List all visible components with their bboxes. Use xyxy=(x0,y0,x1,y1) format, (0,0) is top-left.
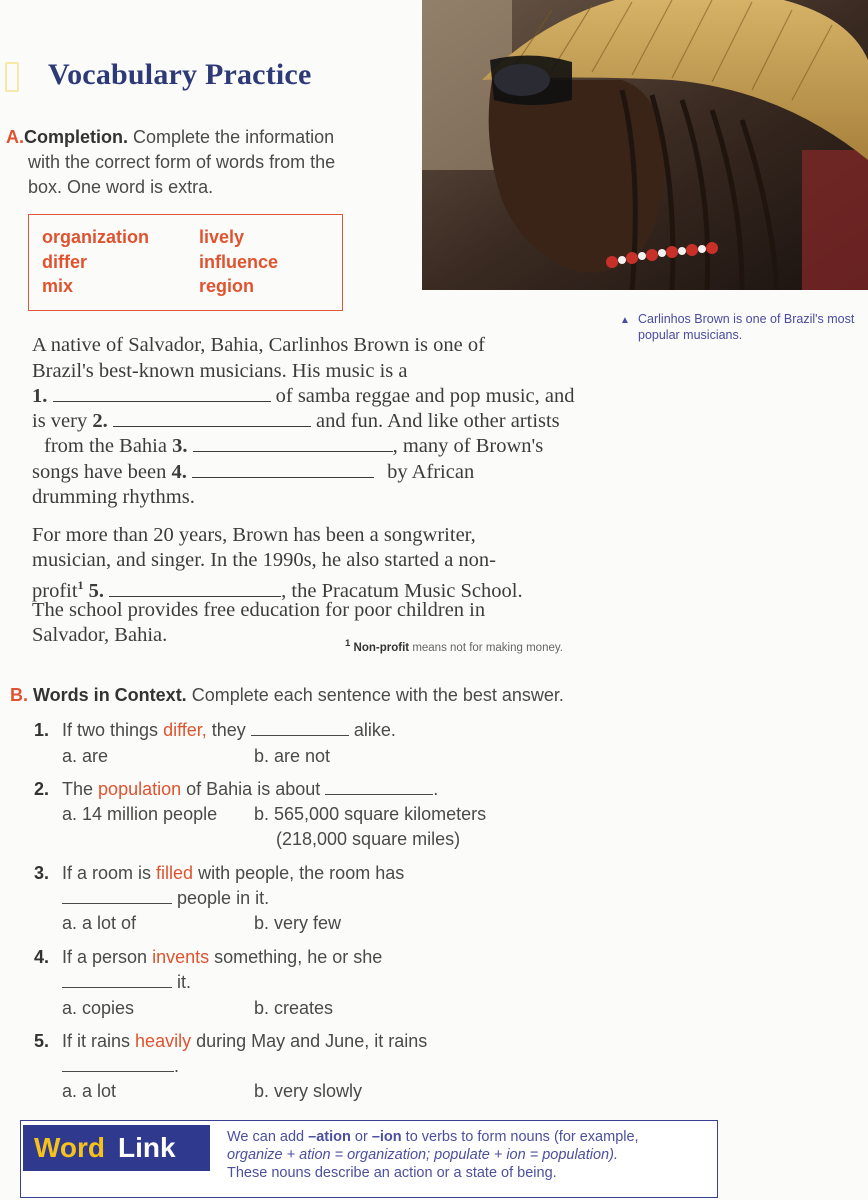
section-a-instructions xyxy=(6,125,386,200)
answer-blank-4[interactable] xyxy=(192,460,374,478)
question-5 xyxy=(34,1029,427,1054)
passage-line xyxy=(32,383,575,409)
answer-blank-1[interactable] xyxy=(53,384,271,402)
word-box-item: organization xyxy=(42,227,149,247)
blank-number: 5. xyxy=(88,579,105,602)
question-text: with people, the room has xyxy=(198,863,405,883)
section-a-letter: A. xyxy=(6,127,24,147)
title-marker xyxy=(5,62,19,92)
option-a[interactable]: a. a lot of xyxy=(62,913,137,933)
question-number: 4. xyxy=(34,947,50,967)
word-link-link: Link xyxy=(118,1132,176,1163)
answer-blank[interactable] xyxy=(62,888,172,904)
question-text: If it rains xyxy=(62,1031,131,1051)
passage-text: , the Pracatum Music School. xyxy=(281,579,523,602)
photo-illustration xyxy=(422,0,868,290)
section-a-instruction-3: box. One word is extra. xyxy=(28,177,214,197)
footnote-term: Non-profit xyxy=(353,641,410,654)
question-number: 1. xyxy=(34,720,50,740)
word-link-word: Word xyxy=(34,1132,106,1163)
passage-line: For more than 20 years, Brown has been a songwriter, xyxy=(32,524,476,546)
question-number: 5. xyxy=(34,1031,50,1051)
word-link-text xyxy=(227,1128,712,1182)
section-b-letter: B. xyxy=(10,685,28,705)
question-text: alike. xyxy=(353,720,396,740)
word-box-item: lively xyxy=(199,227,245,247)
highlight-word: differ, xyxy=(163,720,207,740)
question-text: The xyxy=(62,779,94,799)
question-text: If a room is xyxy=(62,863,152,883)
blank-number: 2. xyxy=(92,410,108,432)
section-b-instruction: Complete each sentence with the best answer. xyxy=(191,685,564,705)
word-link-badge xyxy=(23,1125,210,1171)
photo-caption-text: Carlinhos Brown is one of Brazil's most popular musicians. xyxy=(638,312,855,342)
option-a[interactable]: a. a lot xyxy=(62,1081,117,1101)
passage-text: is very xyxy=(32,410,88,432)
question-text: they xyxy=(211,720,246,740)
passage-line xyxy=(32,408,560,434)
passage-text: from the Bahia xyxy=(44,435,167,457)
question-text: . xyxy=(433,779,439,799)
word-link-text-part: to verbs to form nouns (for example, xyxy=(405,1129,639,1145)
option-b[interactable]: b. 565,000 square kilometers xyxy=(254,804,487,824)
word-link-line-2: organize + ation = organization; populate + ion = population). xyxy=(227,1147,618,1163)
passage-line: drumming rhythms. xyxy=(32,486,195,508)
passage-line: Brazil's best-known musicians. His music is a xyxy=(32,360,408,382)
blank-number: 1. xyxy=(32,385,48,407)
answer-blank[interactable] xyxy=(325,779,433,795)
passage-line: musician, and singer. In the 1990s, he also started a non- xyxy=(32,549,496,571)
answer-blank-3[interactable] xyxy=(193,434,393,452)
question-1 xyxy=(34,718,396,743)
option-b[interactable]: b. creates xyxy=(254,998,334,1018)
word-link-line-3: These nouns describe an action or a state of being. xyxy=(227,1165,557,1181)
blank-number: 4. xyxy=(171,461,187,483)
passage-line xyxy=(32,459,474,485)
answer-blank[interactable] xyxy=(62,972,172,988)
passage-line: A native of Salvador, Bahia, Carlinhos Brown is one of xyxy=(32,334,485,356)
section-b-instructions xyxy=(10,685,564,706)
question-number: 3. xyxy=(34,863,50,883)
footnote xyxy=(345,638,563,654)
question-text: something, he or she xyxy=(214,947,383,967)
highlight-word: population xyxy=(98,779,182,799)
answer-blank[interactable] xyxy=(62,1056,174,1072)
question-text: If two things xyxy=(62,720,159,740)
word-link-text-part: or xyxy=(354,1129,368,1145)
option-a[interactable]: a. 14 million people xyxy=(62,804,218,824)
question-number: 2. xyxy=(34,779,50,799)
question-3-continued xyxy=(62,886,269,911)
question-4-continued xyxy=(62,970,191,995)
blank-number: 3. xyxy=(172,435,188,457)
question-4 xyxy=(34,945,382,970)
passage-text: and fun. And like other artists xyxy=(315,410,560,432)
question-5-continued xyxy=(62,1054,179,1079)
highlight-word: invents xyxy=(152,947,210,967)
option-b[interactable]: b. are not xyxy=(254,746,331,766)
question-text: If a person xyxy=(62,947,148,967)
option-a[interactable]: a. are xyxy=(62,746,109,766)
passage-line: The school provides free education for poor children in xyxy=(32,599,486,621)
option-b-continued: (218,000 square miles) xyxy=(276,829,461,849)
word-box-item: influence xyxy=(199,252,279,272)
word-link-line-1 xyxy=(227,1128,712,1146)
word-box-item: region xyxy=(199,276,255,296)
question-text: during May and June, it rains xyxy=(196,1031,428,1051)
answer-blank-2[interactable] xyxy=(113,409,311,427)
triangle-up-icon: ▲ xyxy=(620,315,630,326)
word-link-text-part: We can add xyxy=(227,1129,305,1145)
section-a-instruction-2: with the correct form of words from the xyxy=(28,152,336,172)
answer-blank[interactable] xyxy=(251,720,349,736)
footnote-mark: 1 xyxy=(77,578,84,592)
suffix-ion: –ion xyxy=(371,1129,402,1145)
passage-line: Salvador, Bahia. xyxy=(32,624,168,646)
highlight-word: heavily xyxy=(135,1031,192,1051)
word-box-item: differ xyxy=(42,252,87,272)
option-b[interactable]: b. very few xyxy=(254,913,342,933)
option-a[interactable]: a. copies xyxy=(62,998,135,1018)
passage-text: songs have been xyxy=(32,461,167,483)
footnote-text: means not for making money. xyxy=(412,641,563,654)
section-a-heading: Completion. xyxy=(24,127,128,147)
footnote-number: 1 xyxy=(345,638,351,649)
word-box-item: mix xyxy=(42,276,74,296)
page-title: Vocabulary Practice xyxy=(48,58,312,91)
passage-line xyxy=(44,433,543,459)
section-b-heading: Words in Context. xyxy=(33,685,187,705)
option-b[interactable]: b. very slowly xyxy=(254,1081,363,1101)
passage-text: profit xyxy=(32,579,78,602)
carlinhos-brown-photo xyxy=(422,0,868,290)
question-text: people in it. xyxy=(177,888,270,908)
section-a-instruction-1: Complete the information xyxy=(133,127,335,147)
question-text: . xyxy=(174,1056,180,1076)
question-2 xyxy=(34,777,438,802)
passage-text: of samba reggae and pop music, and xyxy=(275,385,575,407)
suffix-ation: –ation xyxy=(308,1129,351,1145)
passage-text: by African xyxy=(387,461,475,483)
highlight-word: filled xyxy=(156,863,194,883)
word-box xyxy=(28,214,343,311)
question-text: it. xyxy=(177,972,192,992)
passage-text: , many of Brown's xyxy=(392,435,544,457)
question-3 xyxy=(34,861,404,886)
photo-caption xyxy=(620,311,865,343)
answer-blank-5[interactable] xyxy=(109,579,281,597)
question-text: of Bahia is about xyxy=(186,779,321,799)
